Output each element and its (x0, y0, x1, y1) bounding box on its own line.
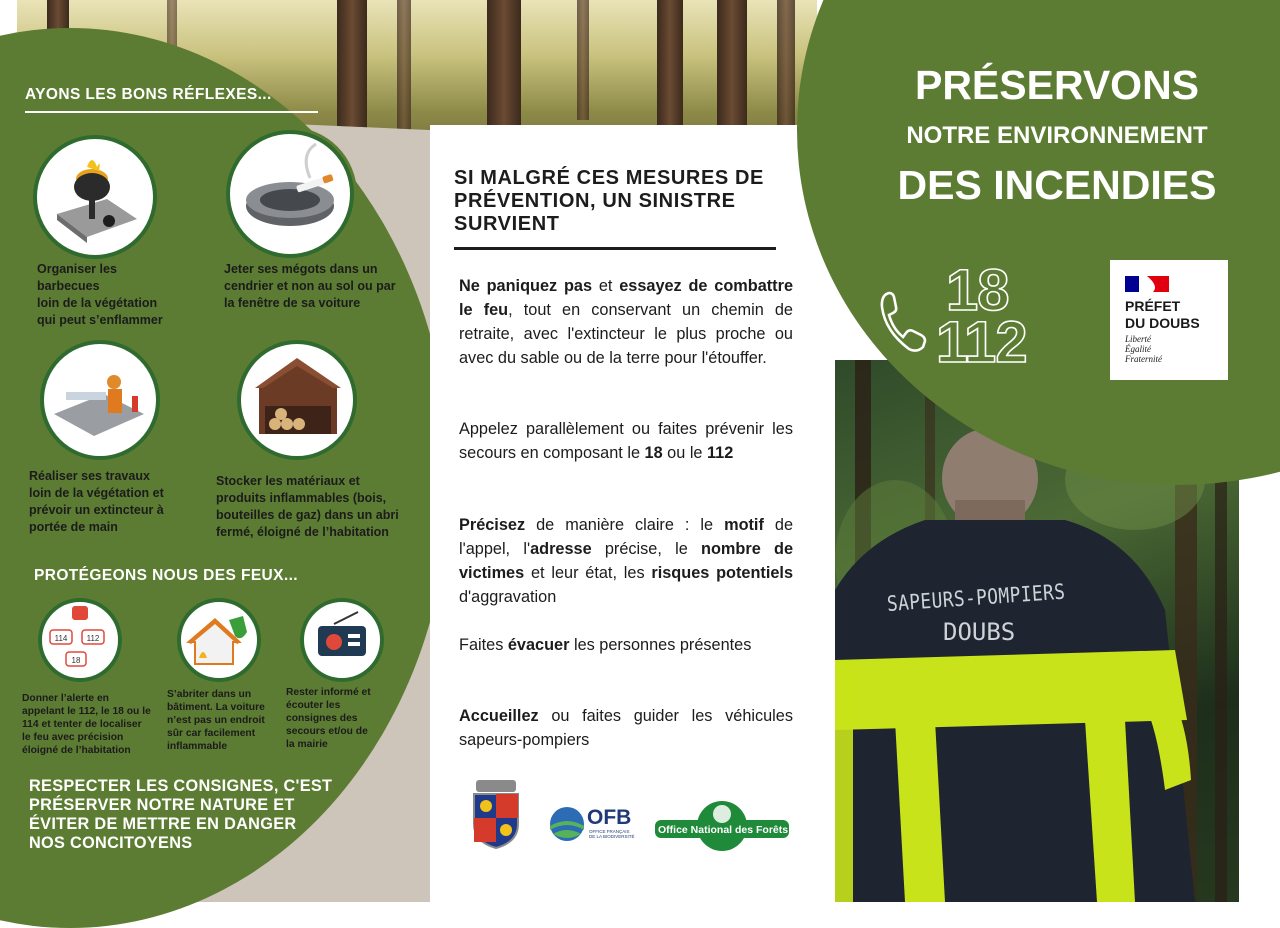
alert-call-icon (42, 602, 118, 678)
ofb-text: OFB (587, 806, 632, 829)
onf-text: Office National des Forêts (658, 824, 789, 836)
barbecue-circle (33, 135, 157, 259)
onf-logo (655, 800, 789, 854)
badge-112: 112 (86, 634, 100, 643)
paragraph-5: Accueillez ou faites guider les véhicules sapeurs-pompiers (459, 707, 793, 749)
reflexes-title: AYONS LES BONS RÉFLEXES... (25, 86, 272, 103)
radio-icon (304, 602, 380, 678)
ashtray-icon (230, 134, 350, 254)
jacket-text-line1: SAPEURS-POMPIERS (886, 579, 1067, 616)
motto-fraternite: Fraternité (1125, 354, 1162, 364)
hero-line-1: PRÉSERVONS (914, 62, 1200, 108)
protect-caption-1: Donner l’alerte en appelant le 112, le 18 ou le 114 et tenter de localiser le feu avec précision éloigné de l’habitation (22, 693, 151, 756)
emergency-number-18: 18 (946, 258, 1009, 323)
reflexes-rule (25, 111, 318, 113)
sdis-crest-logo (470, 778, 522, 850)
protect-caption-2: S’abriter dans un bâtiment. La voiture n’est pas un endroit sûr car facilement inflammable (167, 689, 265, 752)
radio-circle (300, 598, 384, 682)
motto-liberte: Liberté (1125, 334, 1151, 344)
woodshed-circle (237, 340, 357, 460)
protect-caption-3: Rester informé et écouter les consignes des secours et/ou de la mairie (286, 687, 371, 750)
shelter-circle (177, 598, 261, 682)
paragraph-1: Ne paniquez pas et essayez de combattre le feu, tout en conservant un chemin de retraite, avec l'extincteur le plus proche ou avec du sable ou de la terre pour l'étouffer. (459, 277, 793, 367)
ofb-subtext: OFFICE FRANÇAIS DE LA BIODIVERSITÉ (589, 829, 635, 839)
closing-message: RESPECTER LES CONSIGNES, C'EST PRÉSERVER NOTRE NATURE ET ÉVITER DE METTRE EN DANGER NOS CONCITOYENS (29, 777, 333, 852)
prefet-logo-card (1110, 260, 1228, 380)
paragraph-2: Appelez parallèlement ou faites prévenir les secours en composant le 18 ou le 112 (459, 420, 793, 462)
phone-icon (879, 291, 929, 353)
prefet-line-1: PRÉFET (1125, 298, 1181, 314)
ofb-logo (549, 806, 639, 842)
prefet-line-2: DU DOUBS (1125, 315, 1200, 331)
reflex-caption-1: Organiser les barbecues loin de la végétation qui peut s’enflammer (37, 262, 163, 327)
works-circle (40, 340, 160, 460)
ashtray-circle (226, 130, 354, 258)
hero-line-2: NOTRE ENVIRONNEMENT (906, 122, 1208, 149)
reflex-caption-4: Stocker les matériaux et produits inflammables (bois, bouteilles de gaz) dans un abri fermé, éloigné de l’habitation (216, 474, 399, 539)
reflex-caption-3: Réaliser ses travaux loin de la végétation et prévoir un extincteur à portée de main (29, 469, 164, 534)
alert-circle (38, 598, 122, 682)
marianne-flag-icon (1125, 276, 1169, 292)
paragraph-3: Précisez de manière claire : le motif de l'appel, l'adresse précise, le nombre de victimes et leur état, les risques potentiels d'aggravation (459, 516, 793, 606)
barbecue-icon (37, 139, 153, 255)
reflex-caption-2: Jeter ses mégots dans un cendrier et non au sol ou par la fenêtre de sa voiture (224, 262, 396, 310)
hero-line-3: DES INCENDIES (897, 162, 1217, 208)
works-icon (44, 344, 156, 456)
badge-18: 18 (71, 656, 81, 665)
paragraph-4: Faites évacuer les personnes présentes (459, 636, 752, 654)
middle-title: SI MALGRÉ CES MESURES DE PRÉVENTION, UN SINISTRE SURVIENT (454, 167, 764, 235)
woodshed-icon (241, 344, 353, 456)
emergency-number-112: 112 (936, 310, 1027, 375)
protect-title: PROTÉGEONS NOUS DES FEUX... (34, 567, 299, 584)
middle-title-rule (454, 247, 776, 250)
shelter-house-icon (181, 602, 257, 678)
jacket-text-line2: DOUBS (943, 618, 1016, 646)
motto-egalite: Égalité (1125, 344, 1151, 354)
badge-114: 114 (54, 634, 68, 643)
